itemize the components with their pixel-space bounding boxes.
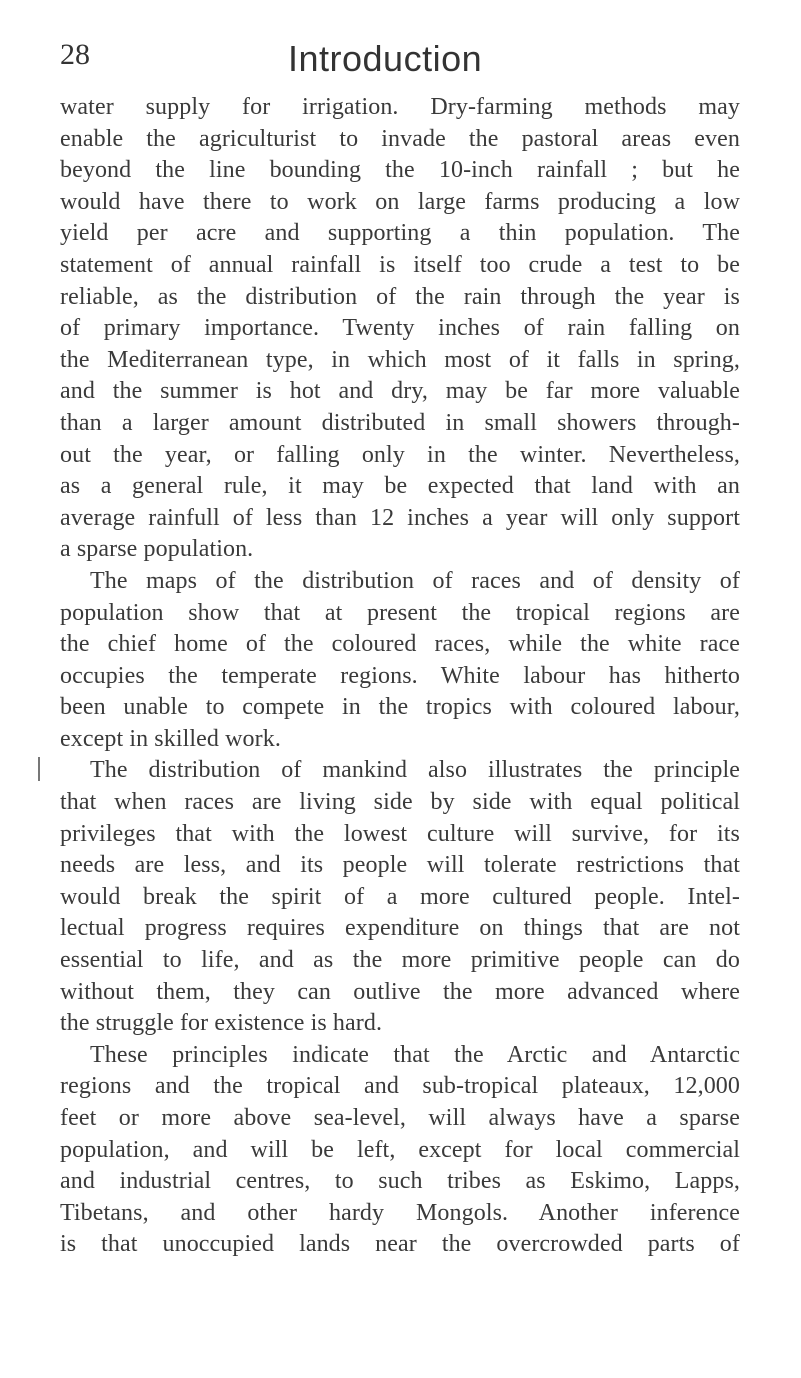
text-line: the chief home of the coloured races, while the white race [60, 631, 740, 658]
margin-mark [38, 757, 40, 781]
text-line: water supply for irrigation. Dry-farming methods may [60, 94, 740, 120]
text-line: than a larger amount distributed in small showers through- [60, 409, 740, 436]
text-line: without them, they can outlive the more advanced where [60, 978, 740, 1005]
page-header [60, 38, 740, 88]
text-line: that when races are living side by side with equal political [60, 789, 740, 816]
paragraph [60, 92, 740, 566]
text-line: and industrial centres, to such tribes as Eskimo, Lapps, [60, 1168, 740, 1195]
text-line: out the year, or falling only in the winter. Nevertheless, [60, 441, 740, 468]
text-line: average rainfull of less than 12 inches a year will only support [60, 504, 740, 531]
text-line: beyond the line bounding the 10-inch rainfall ; but he [60, 157, 740, 184]
page-number: 28 [60, 38, 90, 71]
text-line: needs are less, and its people will tolerate restrictions that [60, 852, 740, 879]
text-line: would break the spirit of a more cultured people. Intel- [60, 883, 740, 910]
paragraph [60, 1040, 740, 1261]
text-line: except in skilled work. [60, 725, 281, 752]
text-line: of primary importance. Twenty inches of rain falling on [60, 315, 740, 342]
text-line: a sparse population. [60, 536, 254, 563]
text-line: been unable to compete in the tropics with coloured labour, [60, 694, 740, 721]
text-line: would have there to work on large farms producing a low [60, 188, 740, 215]
text-line: the Mediterranean type, in which most of it falls in spring, [60, 346, 740, 373]
text-line: occupies the temperate regions. White labour has hitherto [60, 662, 740, 689]
text-line: These principles indicate that the Arctic and Antarctic [90, 1041, 740, 1068]
text-line: reliable, as the distribution of the rain through the year is [60, 283, 740, 310]
running-head-title: Introduction [288, 38, 483, 79]
text-line: yield per acre and supporting a thin population. The [60, 220, 740, 247]
text-line: The maps of the distribution of races and of density of [90, 567, 740, 594]
text-line: the struggle for existence is hard. [60, 1010, 383, 1037]
body-text [60, 92, 740, 1261]
text-line: enable the agriculturist to invade the pastoral areas even [60, 125, 740, 152]
text-line: population, and will be left, except for local commercial [60, 1136, 740, 1163]
text-line: feet or more above sea-level, will always have a sparse [60, 1105, 740, 1131]
text-line: The distribution of mankind also illustrates the principle [90, 757, 740, 784]
text-line: essential to life, and as the more primitive people can do [60, 947, 740, 974]
text-line: Tibetans, and other hardy Mongols. Another inference [60, 1199, 740, 1226]
text-line: population show that at present the tropical regions are [60, 599, 740, 626]
paragraph [60, 566, 740, 756]
text-line: is that unoccupied lands near the overcrowded parts of [60, 1231, 740, 1258]
text-line: statement of annual rainfall is itself too crude a test to be [60, 251, 740, 278]
text-line: lectual progress requires expenditure on things that are not [60, 915, 740, 942]
text-line: as a general rule, it may be expected that land with an [60, 473, 740, 500]
text-line: and the summer is hot and dry, may be far more valuable [60, 378, 740, 405]
paragraph [60, 755, 740, 1039]
text-line: regions and the tropical and sub-tropical plateaux, 12,000 [60, 1073, 740, 1100]
text-line: privileges that with the lowest culture will survive, for its [60, 820, 740, 847]
